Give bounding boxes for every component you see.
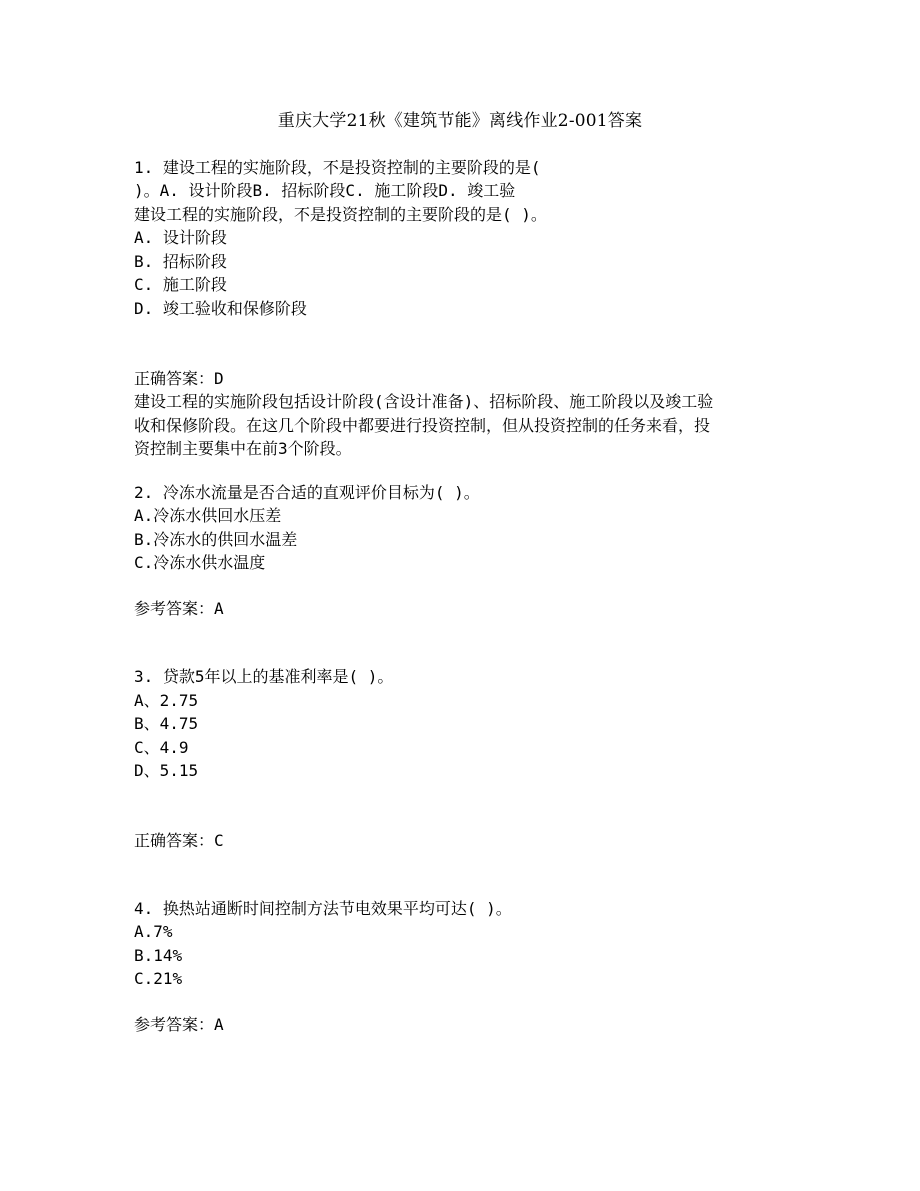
question-1-stem-repeat: 建设工程的实施阶段，不是投资控制的主要阶段的是( )。: [134, 205, 547, 224]
question-1-answer: 正确答案：D: [134, 369, 224, 388]
question-2-option-a: A.冷冻水供回水压差: [134, 506, 282, 525]
question-1-explanation-line-3: 资控制主要集中在前3个阶段。: [134, 439, 352, 458]
question-1-stem-line-1: 1. 建设工程的实施阶段，不是投资控制的主要阶段的是(: [134, 158, 541, 177]
question-3-option-c: C、4.9: [134, 738, 189, 757]
question-1-explanation-line-1: 建设工程的实施阶段包括设计阶段(含设计准备)、招标阶段、施工阶段以及竣工验: [134, 392, 714, 411]
question-2-stem: 2. 冷冻水流量是否合适的直观评价目标为( )。: [134, 483, 480, 502]
question-4-answer: 参考答案：A: [134, 1015, 224, 1034]
question-1-option-d: D. 竣工验收和保修阶段: [134, 299, 307, 318]
question-4-option-c: C.21%: [134, 969, 183, 988]
question-4-option-b: B.14%: [134, 946, 183, 965]
question-1-option-a: A. 设计阶段: [134, 228, 227, 247]
question-3-stem: 3. 贷款5年以上的基准利率是( )。: [134, 667, 394, 686]
question-1-option-b: B. 招标阶段: [134, 252, 227, 271]
page-title: 重庆大学21秋《建筑节能》离线作业2-001答案: [277, 111, 643, 131]
question-2-option-c: C.冷冻水供水温度: [134, 553, 266, 572]
question-1-explanation-line-2: 收和保修阶段。在这几个阶段中都要进行投资控制，但从投资控制的任务来看，投: [134, 416, 711, 435]
question-3-option-d: D、5.15: [134, 761, 199, 780]
question-1-option-c: C. 施工阶段: [134, 275, 227, 294]
question-2-option-b: B.冷冻水的供回水温差: [134, 530, 298, 549]
question-1-stem-line-2: )。A. 设计阶段B. 招标阶段C. 施工阶段D. 竣工验: [134, 181, 516, 200]
question-3-option-a: A、2.75: [134, 691, 199, 710]
question-4-stem: 4. 换热站通断时间控制方法节电效果平均可达( )。: [134, 899, 512, 918]
question-4-option-a: A.7%: [134, 922, 173, 941]
question-3-answer: 正确答案：C: [134, 831, 224, 850]
question-3-option-b: B、4.75: [134, 714, 199, 733]
question-2-answer: 参考答案：A: [134, 599, 224, 618]
